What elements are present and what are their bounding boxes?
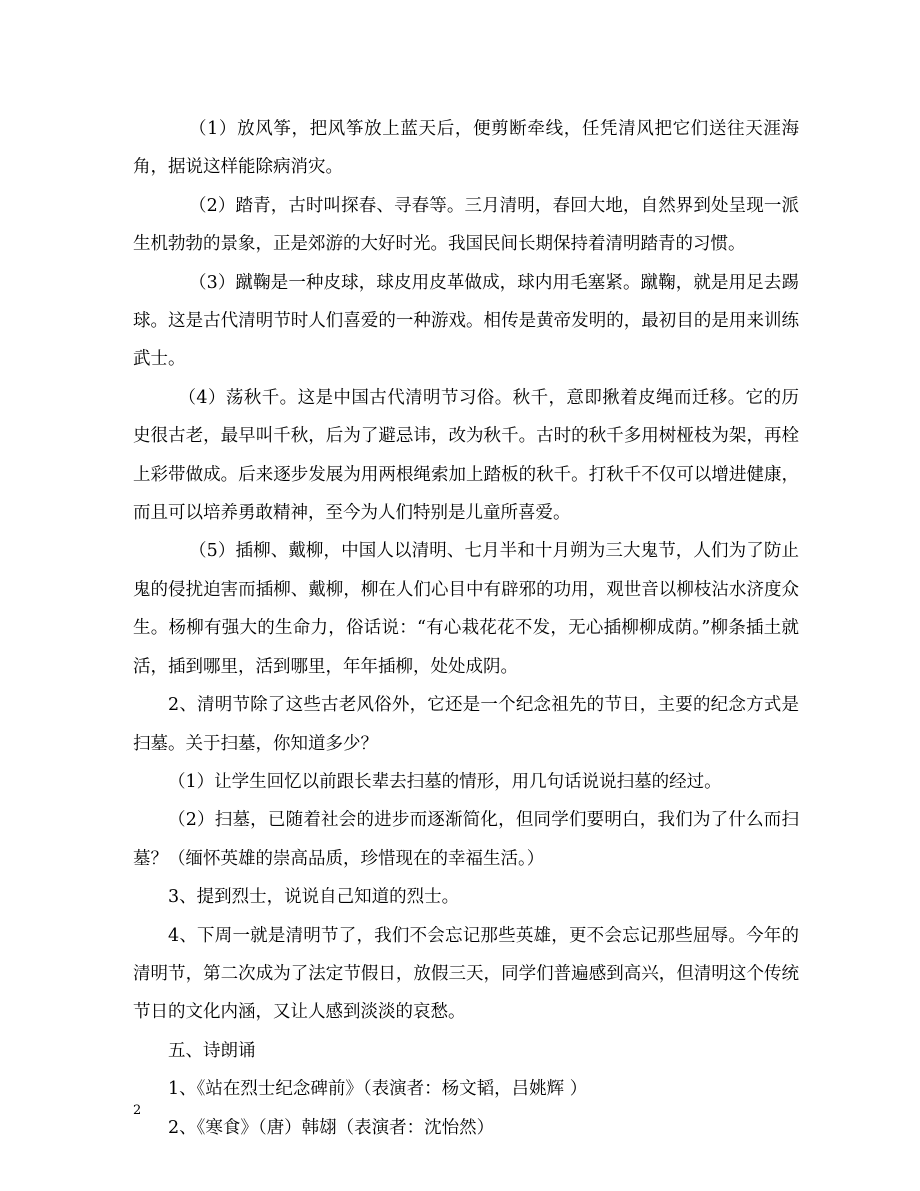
- paragraph-spring-outing: （2）踏青，古时叫探春、寻春等。三月清明，春回大地，自然界到处呈现一派生机勃勃的景象，正是郊游的大好时光。我国民间长期保持着清明踏青的习惯。: [133, 195, 799, 255]
- paragraph-meaning: （2）扫墓，已随着社会的进步而逐渐简化，但同学们要明白，我们为了什么而扫墓？（缅怀英雄的崇高品质，珍惜现在的幸福生活。）: [133, 810, 799, 869]
- paragraph-tomb-sweeping: 2、清明节除了这些古老风俗外，它还是一个纪念祖先的节日，主要的纪念方式是扫墓。关于扫墓，你知道多少？: [133, 695, 799, 754]
- page-number: 2: [133, 1103, 142, 1118]
- section-heading-poetry: 五、诗朗诵: [168, 1040, 256, 1061]
- paragraph-recall: （1）让学生回忆以前跟长辈去扫墓的情形，用几句话说说扫墓的经过。: [168, 771, 722, 792]
- paragraph-cuju: （3）蹴鞠是一种皮球，球皮用皮革做成，球内用毛塞紧。蹴鞠，就是用足去踢球。这是古代清明节时人们喜爱的一种游戏。相传是黄帝发明的，最初目的是用来训练武士。: [133, 272, 799, 370]
- document-body: [133, 110, 799, 1147]
- paragraph-swing: （4）荡秋千。这是中国古代清明节习俗。秋千，意即揪着皮绳而迁移。它的历史很古老，最早叫千秋，后为了避忌讳，改为秋千。古时的秋千多用树桠枝为架，再栓上彩带做成。后来逐步发展为用两根绳索加上踏板的秋千。打秋千不仅可以增进健康，而且可以培养勇敢精神，至今为人们特别是儿童所喜爱。: [133, 387, 799, 524]
- poem-item-1: 1、《站在烈士纪念碑前》（表演者：杨文韬，吕姚辉 ）: [168, 1079, 588, 1100]
- poem-item-2: 2、《寒食》（唐）韩翃（表演者：沈怡然）: [168, 1117, 495, 1138]
- paragraph-willow: （5）插柳、戴柳，中国人以清明、七月半和十月朔为三大鬼节，人们为了防止鬼的侵扰迫害而插柳、戴柳，柳在人们心目中有辟邪的功用，观世音以柳枝沾水济度众生。杨柳有强大的生命力，俗话说：“有心栽花花不发，无心插柳柳成荫。”柳条插土就活，插到哪里，活到哪里，年年插柳，处处成阴。: [133, 541, 799, 677]
- paragraph-next-monday: 4、下周一就是清明节了，我们不会忘记那些英雄，更不会忘记那些屈辱。今年的清明节，第二次成为了法定节假日，放假三天，同学们普遍感到高兴，但清明这个传统节日的文化内涵，又让人感到淡淡的哀愁。: [133, 925, 799, 1023]
- paragraph-martyrs: 3、提到烈士，说说自己知道的烈士。: [168, 887, 460, 908]
- paragraph-kite-flying: （1）放风筝，把风筝放上蓝天后，便剪断牵线，任凭清风把它们送往天涯海角，据说这样能除病消灾。: [133, 119, 799, 178]
